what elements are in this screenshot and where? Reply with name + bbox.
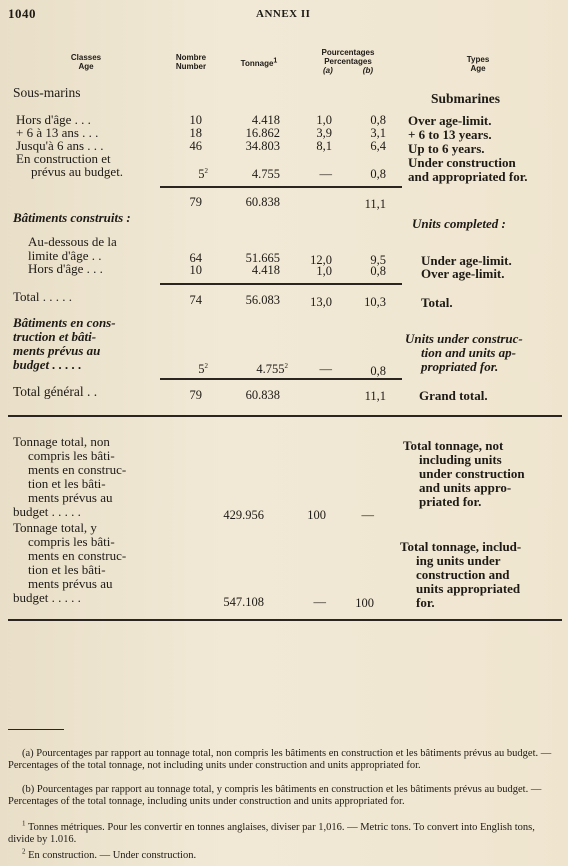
footnote-a: (a) Pourcentages par rapport au tonnage total, non compris les bâtiments en construction et les bâtiments prévus au budget. — Percentages of the total tonnage, not including units under construction and units appropriated for. bbox=[8, 748, 552, 771]
table-bottom-rule bbox=[8, 619, 562, 621]
total-rule bbox=[160, 283, 402, 285]
units-completed-en: Units completed : bbox=[412, 216, 506, 231]
units-completed-fr: Bâtiments construits : bbox=[13, 210, 131, 225]
section-rule bbox=[8, 415, 562, 417]
footnote-2: $^2$ En construction. — Under construction. bbox=[22, 847, 197, 861]
section-title-en: Submarines bbox=[431, 91, 501, 106]
col-header-percentages: Pourcentages Percentages (a) (b) bbox=[321, 48, 375, 75]
annex-title: ANNEX II bbox=[256, 8, 311, 20]
col-header-tonnage: Tonnage1 bbox=[240, 57, 278, 68]
col-header-classes: Classes Age bbox=[70, 53, 102, 71]
footnote-b: (b) Pourcentages par rapport au tonnage total, y compris les bâtiments en construction et les bâtiments prévus au budget. — Percentages of the total tonnage, including units under construction and units appropriated for. bbox=[8, 784, 542, 807]
footnote-rule bbox=[8, 729, 64, 730]
page-number: 1040 bbox=[8, 6, 36, 21]
section-title-fr: Sous-marins bbox=[13, 85, 81, 100]
col-header-number: Nombre Number bbox=[175, 53, 207, 71]
col-header-types: Types Age bbox=[466, 55, 490, 73]
document-page: 1040 ANNEX II Classes Age Nombre Number Tonnage1 Pourcentages Percentages (a) (b) Types Age Sous-marins Submarines Hors d'âge . . . 10 4.418 1,0 0,8 Over age-limit. + 6 à 13 ans . . . 18 16.862 3,9 3,1 + 6 to 13 years. Jusqu'à 6 ans . . . 46 34.803 8,1 6,4 Up to 6 years. En construction et prévus au budget. $5^2$ 4.755 — 0,8 Under construction and appropriated for. 79 60.838 11,1 Bâtiments construits : Units completed : Au-dessous de la limite d'âge . . 64 51.665 12,0 9,5 Under age-limit. Hors d'âge . . . 10 4.418 1,0 0,8 Over age-limit. Total . . . . . 74 56.083 13,0 10,3 Total. Bâtiments en cons- truction et bâti- ments prévus au budget . . . . . $5^2$ 4.755$^2$ — 0,8 Units under construc- tion and units ap- propriated for. Total général . . 79 60.838 11,1 Grand total. Tonnage total, non compris les bâti- ments en construc- tion et les bâti- ments prévus au budget . . . . . 429.956 100 — Total tonnage, not including units under construction and units appro- priated for. Tonnage total, y compris les bâti- ments en construc- tion et les bâti- ments prévus au budget . . . . . 547.108 — 100 Total tonnage, includ- ing units under construction and units appropriated for. (a) Pourcentages par rapport au tonnage total, non compris les bâtiments en construction et les bâtiments prévus au budget. — Percentages of the total tonnage, not including units under construction and units appropriated for. (b) Pourcentages par rapport au tonnage total, y compris les bâtiments en construction et les bâtiments prévus au budget. — Percentages of the total tonnage, including units under construction and units appropriated for. $^1$ Tonnes métriques. Pour les convertir en tonnes anglaises, diviser par 1,016. — Metric tons. To convert into English tons, divide by 1.016. $^2$ En construction. — Under construction. bbox=[0, 0, 568, 866]
footnote-1: $^1$ Tonnes métriques. Pour les convertir en tonnes anglaises, diviser par 1,016. — Metric tons. To convert into English tons, divide by 1.016. bbox=[8, 819, 535, 845]
grand-total-rule bbox=[160, 378, 402, 380]
subtotal-rule bbox=[160, 186, 402, 188]
